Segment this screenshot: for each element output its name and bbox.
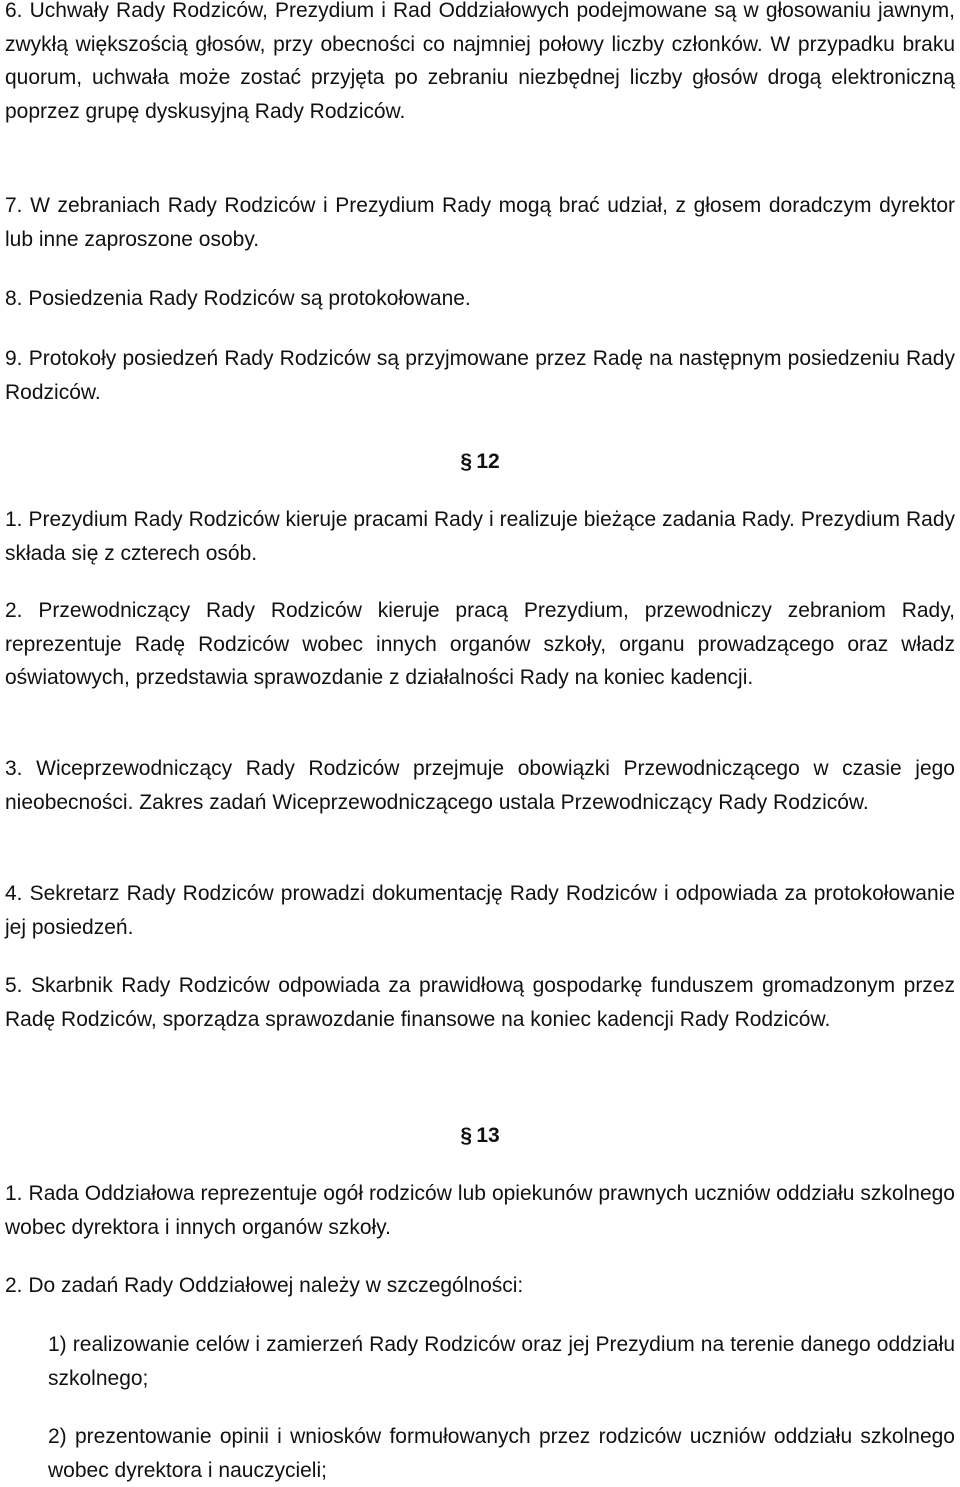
section-13-list-item-2: 2) prezentowanie opinii i wniosków formułowanych przez rodziców uczniów oddziału szkolnego wobec dyrektora i nauczycieli; [48, 1425, 955, 1482]
section-12-number: 12 [476, 450, 500, 473]
section-12-heading [0, 447, 960, 477]
section-sign-icon: § [460, 450, 472, 473]
section-12-paragraph-5: 5. Skarbnik Rady Rodziców odpowiada za prawidłową gospodarkę funduszem gromadzonym przez Radę Rodziców, sporządza sprawozdanie finansowe na koniec kadencji Rady Rodziców. [5, 974, 955, 1031]
section-13-paragraph-1: 1. Rada Oddziałowa reprezentuje ogół rodziców lub opiekunów prawnych uczniów oddziału szkolnego wobec dyrektora i innych organów szkoły. [5, 1182, 955, 1239]
section-13-heading [0, 1121, 960, 1151]
section-12-paragraph-1: 1. Prezydium Rady Rodziców kieruje pracami Rady i realizuje bieżące zadania Rady. Prezydium Rady składa się z czterech osób. [5, 508, 955, 565]
paragraph-8: 8. Posiedzenia Rady Rodziców są protokołowane. [5, 287, 471, 310]
section-13-number: 13 [476, 1124, 500, 1147]
section-12-paragraph-4: 4. Sekretarz Rady Rodziców prowadzi dokumentację Rady Rodziców i odpowiada za protokołowanie jej posiedzeń. [5, 882, 955, 939]
section-12-paragraph-3: 3. Wiceprzewodniczący Rady Rodziców przejmuje obowiązki Przewodniczącego w czasie jego nieobecności. Zakres zadań Wiceprzewodniczącego ustala Przewodniczący Rady Rodziców. [5, 757, 955, 814]
paragraph-7: 7. W zebraniach Rady Rodziców i Prezydium Rady mogą brać udział, z głosem doradczym dyrektor lub inne zaproszone osoby. [5, 194, 955, 251]
paragraph-9: 9. Protokoły posiedzeń Rady Rodziców są przyjmowane przez Radę na następnym posiedzeniu Rady Rodziców. [5, 347, 955, 404]
paragraph-6: 6. Uchwały Rady Rodziców, Prezydium i Rad Oddziałowych podejmowane są w głosowaniu jawnym, zwykłą większością głosów, przy obecności co najmniej połowy liczby członków. W przypadku braku quorum, uchwała może zostać przyjęta po zebraniu niezbędnej liczby głosów drogą elektroniczną poprzez grupę dyskusyjną Rady Rodziców. [5, 0, 955, 123]
section-sign-icon: § [460, 1124, 472, 1147]
section-12-paragraph-2: 2. Przewodniczący Rady Rodziców kieruje pracą Prezydium, przewodniczy zebraniom Rady, reprezentuje Radę Rodziców wobec innych organów szkoły, organu prowadzącego oraz władz oświatowych, przedstawia sprawozdanie z działalności Rady na koniec kadencji. [5, 599, 955, 689]
section-13-paragraph-2: 2. Do zadań Rady Oddziałowej należy w szczególności: [5, 1274, 524, 1297]
section-13-list-item-1: 1) realizowanie celów i zamierzeń Rady Rodziców oraz jej Prezydium na terenie danego oddziału szkolnego; [48, 1333, 955, 1390]
